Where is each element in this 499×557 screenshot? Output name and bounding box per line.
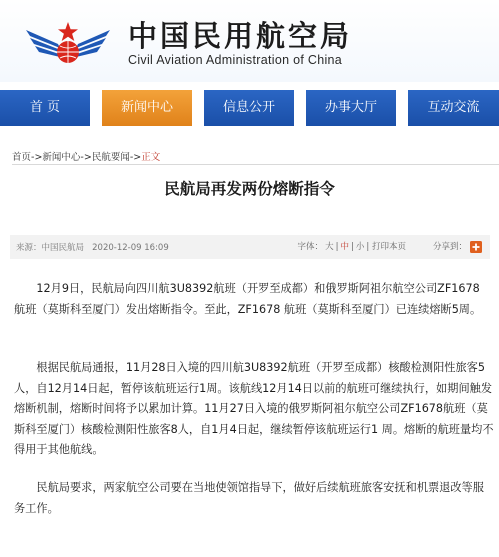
- breadcrumb-home[interactable]: 首页: [12, 152, 32, 163]
- caac-logo-icon[interactable]: [24, 18, 112, 70]
- print-link[interactable]: 打印本页: [371, 242, 406, 252]
- share-label: 分享到：: [432, 242, 467, 252]
- font-large-link[interactable]: 大: [325, 242, 334, 252]
- main-nav: [0, 90, 499, 126]
- article-paragraph-1: 12月9日，民航局向四川航3U8392航班（开罗至成都）和俄罗斯阿祖尔航空公司ZF1678 航班（莫斯科至厦门）发出熔断指令。至此，ZF1678 航班（莫斯科至厦门）已连续熔断5周。: [14, 282, 482, 316]
- nav-item-interaction[interactable]: 互动交流: [408, 90, 499, 126]
- nav-item-news-center[interactable]: 新闻中心: [102, 90, 192, 126]
- article-paragraph-2: 根据民航局通报，11月28日入境的四川航3U8392航班（开罗至成都）核酸检测阳性旅客5人，自12月14日起，暂停该航班运行1周。该航线12月14日以前的航班可继续执行，如期间触发熔断机制，熔断时间将予以累加计算。11月27日入境的俄罗斯阿祖尔航空公司ZF1678航班（莫斯科至厦门）核酸检测阳性旅客8人，自1月4日起，继续暂停该航班运行1 周。熔断的航班量均不得用于其他航线。: [14, 361, 494, 456]
- breadcrumb-news-center[interactable]: 新闻中心: [42, 152, 81, 163]
- site-name-en: Civil Aviation Administration of China: [128, 53, 343, 67]
- breadcrumb-sep: ->: [129, 152, 142, 163]
- tool-divider: |: [366, 242, 370, 252]
- breadcrumb-current: 正文: [141, 152, 161, 163]
- breadcrumb-divider: [12, 164, 499, 165]
- article-meta-bar: [10, 235, 490, 259]
- article-source: 来源：中国民航局: [16, 243, 85, 253]
- nav-item-service-hall[interactable]: 办事大厅: [306, 90, 396, 126]
- article-paragraph-3: 民航局要求，两家航空公司要在当地使领馆指导下，做好后续航班旅客安抚和机票退改等服务工作。: [14, 481, 484, 515]
- font-size-label: 字体：: [297, 242, 324, 252]
- font-small-link[interactable]: 小: [355, 242, 365, 252]
- article-date: 2020-12-09 16:09: [92, 243, 169, 253]
- share-plus-icon[interactable]: [470, 241, 482, 253]
- breadcrumb-sep: ->: [80, 152, 92, 163]
- article-source-date: [16, 241, 169, 253]
- site-header: [0, 0, 499, 82]
- article-tools: [298, 240, 482, 253]
- nav-item-home[interactable]: 首 页: [0, 90, 90, 126]
- breadcrumb-cahc-news[interactable]: 民航要闻: [91, 152, 130, 163]
- font-medium-link[interactable]: 中: [340, 242, 349, 252]
- tool-divider: |: [350, 242, 354, 252]
- breadcrumb: [12, 149, 160, 163]
- tool-divider: |: [335, 242, 339, 252]
- article-title: 民航局再发两份熔断指令: [164, 180, 335, 198]
- site-name-cn: 中国民用航空局: [128, 19, 353, 53]
- breadcrumb-sep: ->: [31, 152, 43, 163]
- nav-item-info-disclosure[interactable]: 信息公开: [204, 90, 294, 126]
